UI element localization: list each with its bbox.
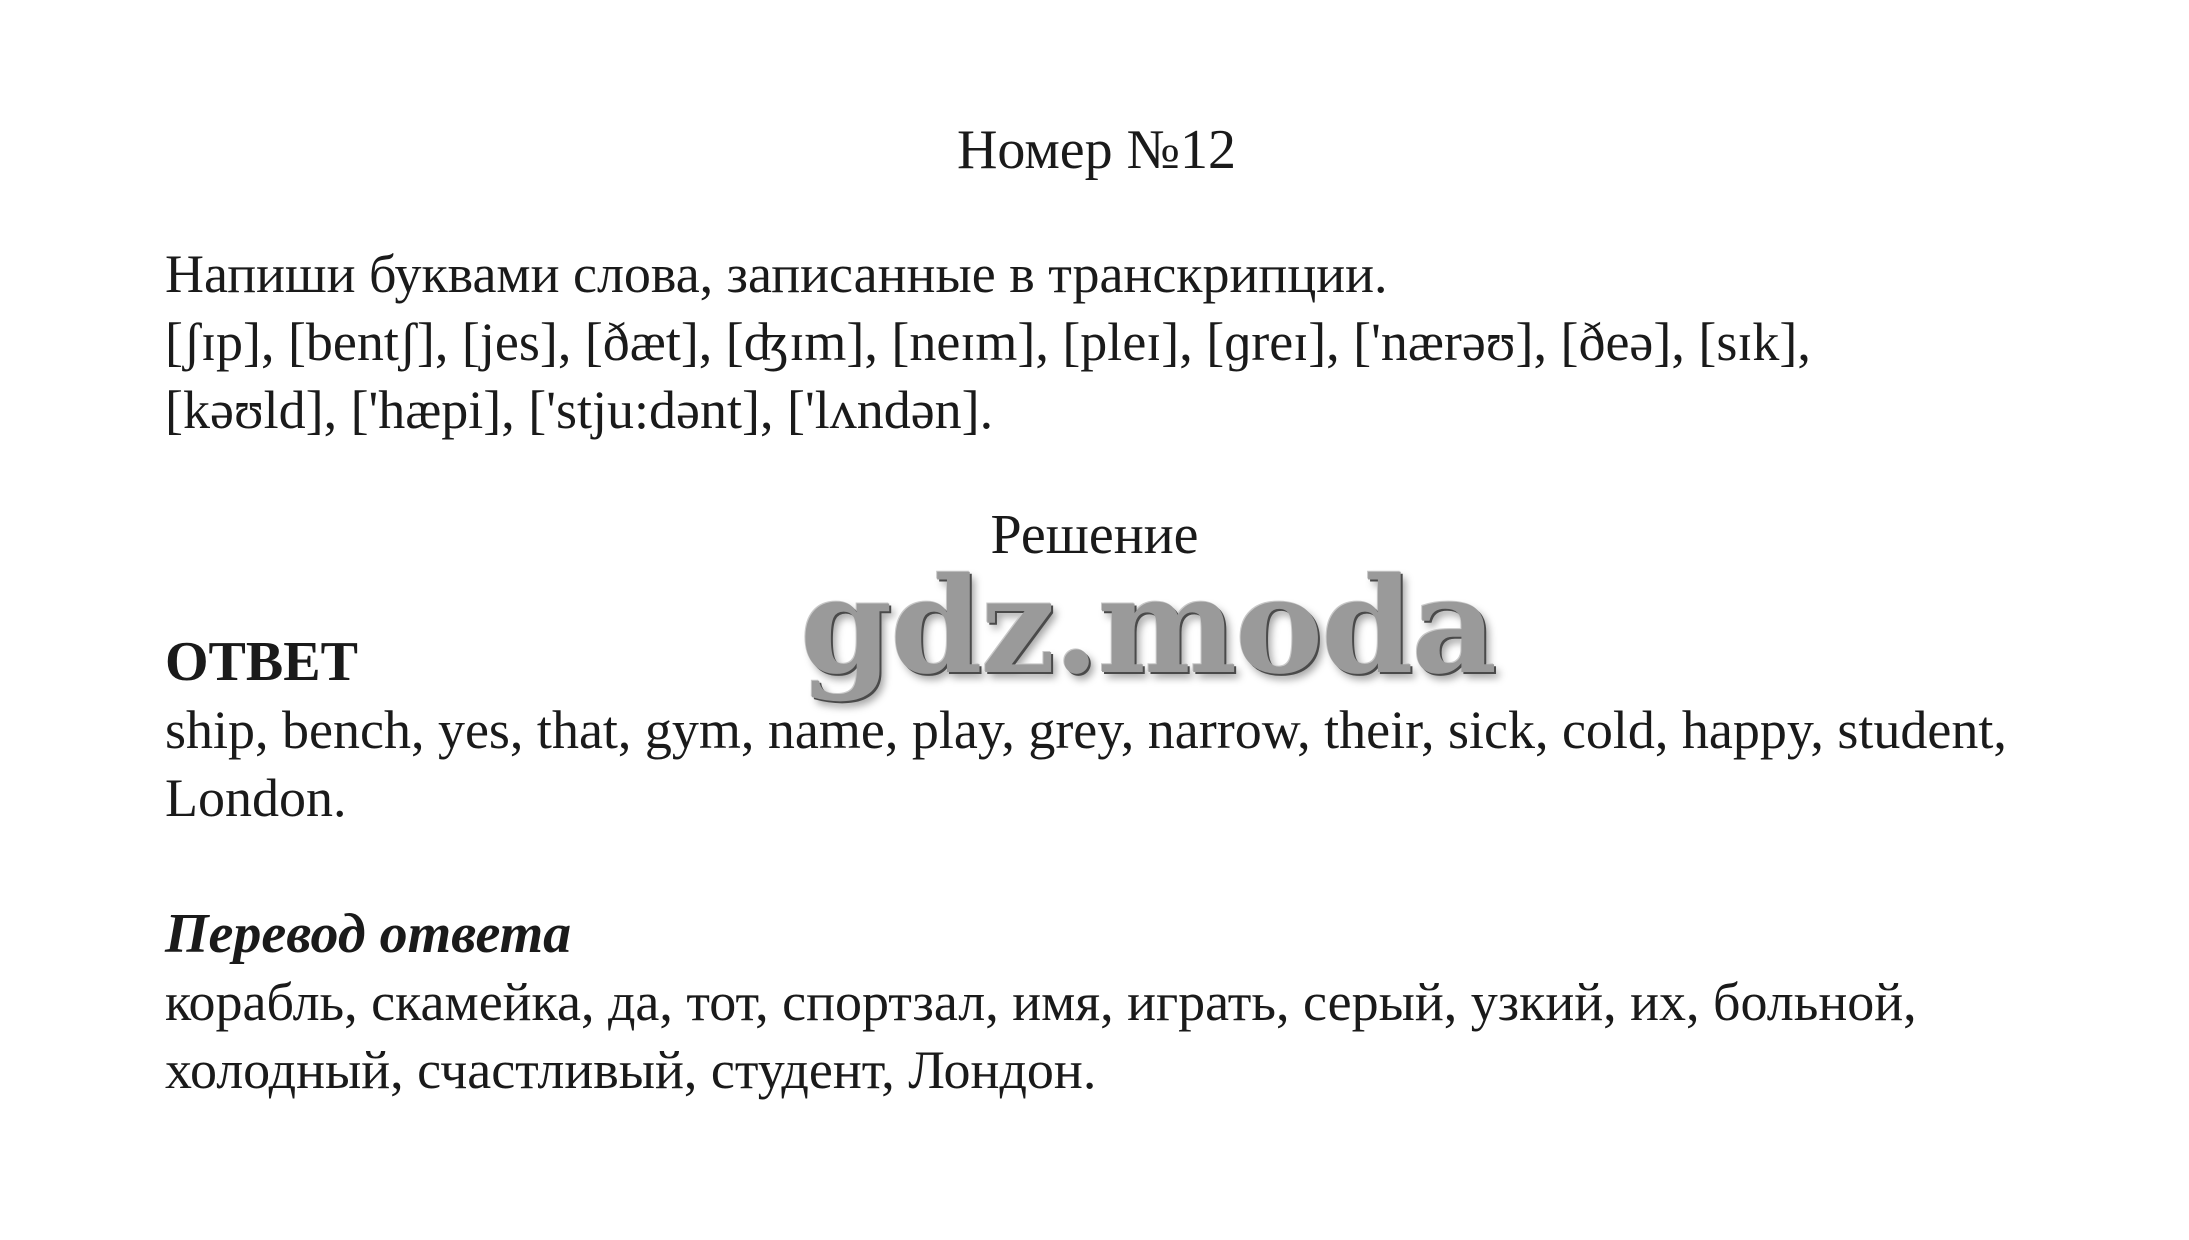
- task-block: [165, 240, 2065, 444]
- translation-text: корабль, скамейка, да, тот, спортзал, имя, играть, серый, узкий, их, больной, холодный, счастливый, студент, Лондон.: [165, 972, 1917, 1100]
- watermark-logo: gdz.moda: [800, 549, 1496, 704]
- answer-text: ship, bench, yes, that, gym, name, play, grey, narrow, their, sick, cold, happy, student, London.: [165, 700, 2007, 828]
- task-transcriptions-line-1: [ʃɪp], [bentʃ], [jes], [ðæt], [ʤɪm], [neɪm], [pleɪ], [ɡreɪ], ['nærəʊ], [ðeə], [sɪk],: [165, 312, 1811, 372]
- answer-block: [165, 628, 2125, 832]
- translation-heading: Перевод ответа: [165, 903, 572, 965]
- page-title: Номер №12: [956, 119, 1237, 181]
- solution-heading: Решение: [990, 504, 1199, 566]
- translation-block: [165, 900, 2125, 1104]
- task-transcriptions-line-2: [kəʊld], ['hæpi], ['stju:dənt], ['lʌndən].: [165, 380, 994, 440]
- answer-heading: ОТВЕТ: [165, 631, 358, 693]
- task-instruction: Напиши буквами слова, записанные в транскрипции.: [165, 244, 1388, 304]
